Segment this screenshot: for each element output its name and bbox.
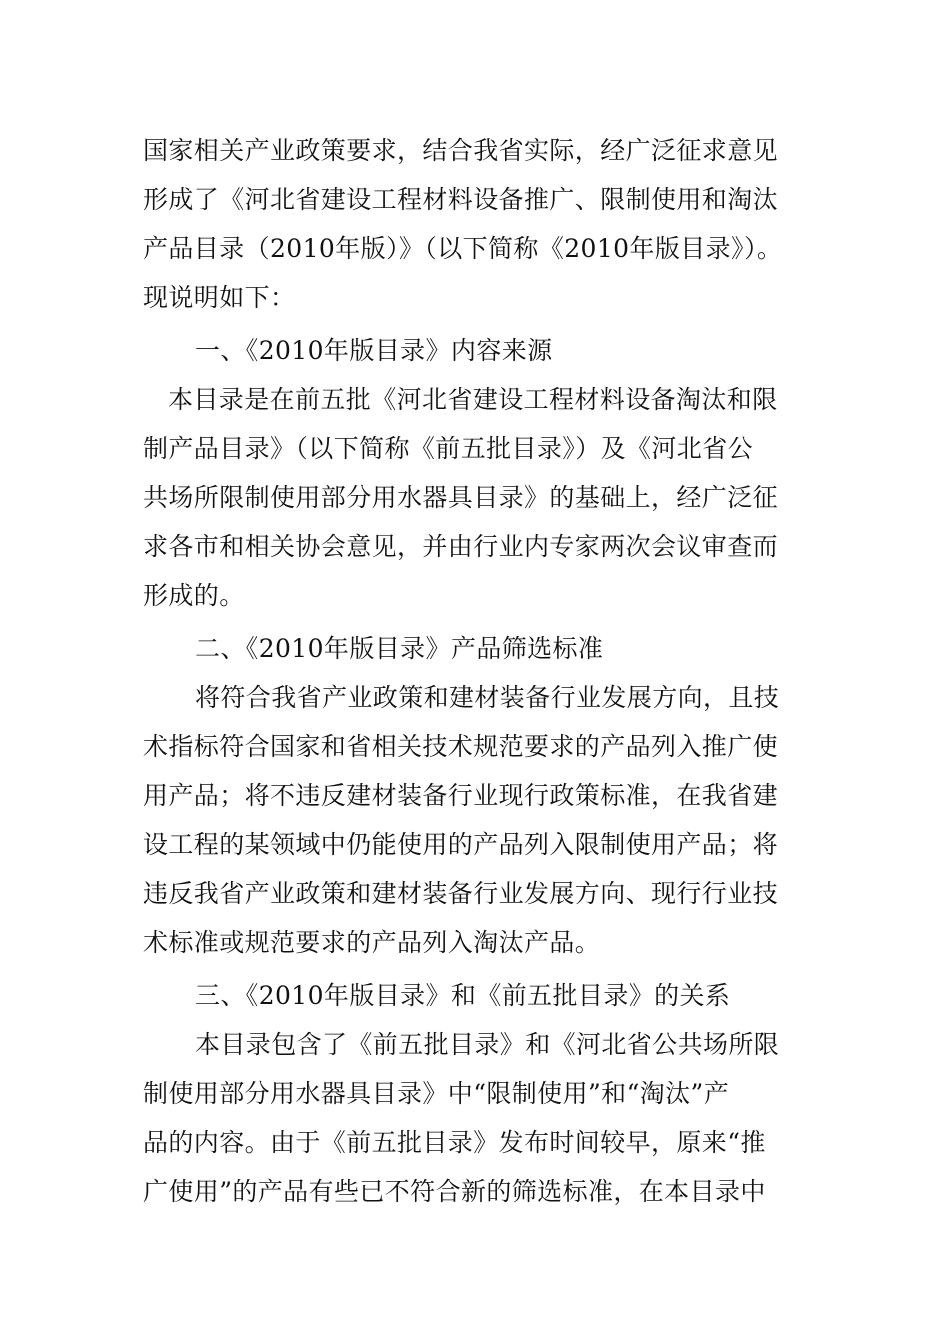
text-line: 术指标符合国家和省相关技术规范要求的产品列入推广使 [143,732,779,761]
section-heading: 二、《2010年版目录》产品筛选标准 [195,634,604,663]
text-line: 国家相关产业政策要求，结合我省实际，经广泛征求意见 [143,136,779,165]
text-line: 品的内容。由于《前五批目录》发布时间较早，原来“推 [143,1128,766,1157]
text-line: 用产品；将不违反建材装备行业现行政策标准，在我省建 [143,781,779,810]
text-line: 共场所限制使用部分用水器具目录》的基础上，经广泛征 [143,483,779,512]
text-line: 违反我省产业政策和建材装备行业发展方向、现行行业技 [143,879,779,908]
text-line: 制使用部分用水器具目录》中“限制使用”和“淘汰”产 [143,1079,730,1108]
section-heading: 一、《2010年版目录》内容来源 [195,336,553,365]
text-line: 形成的。 [143,581,245,610]
section-heading: 三、《2010年版目录》和《前五批目录》的关系 [195,981,731,1010]
text-line: 现说明如下： [143,283,296,312]
text-line: 广使用”的产品有些已不符合新的筛选标准，在本目录中 [143,1177,766,1206]
text-line: 将符合我省产业政策和建材装备行业发展方向，且技 [195,683,780,712]
text-line: 本目录包含了《前五批目录》和《河北省公共场所限 [195,1030,780,1059]
text-line: 术标准或规范要求的产品列入淘汰产品。 [143,928,601,957]
text-line: 形成了《河北省建设工程材料设备推广、限制使用和淘汰 [143,185,779,214]
text-line: 设工程的某领域中仍能使用的产品列入限制使用产品；将 [143,830,779,859]
text-line: 制产品目录》（以下简称《前五批目录》）及《河北省公 [143,434,754,463]
text-line: 本目录是在前五批《河北省建设工程材料设备淘汰和限 [168,385,778,414]
text-line: 求各市和相关协会意见，并由行业内专家两次会议审查而 [143,532,779,561]
text-line: 产品目录（2010年版）》（以下简称《2010年版目录》）。 [143,234,783,263]
